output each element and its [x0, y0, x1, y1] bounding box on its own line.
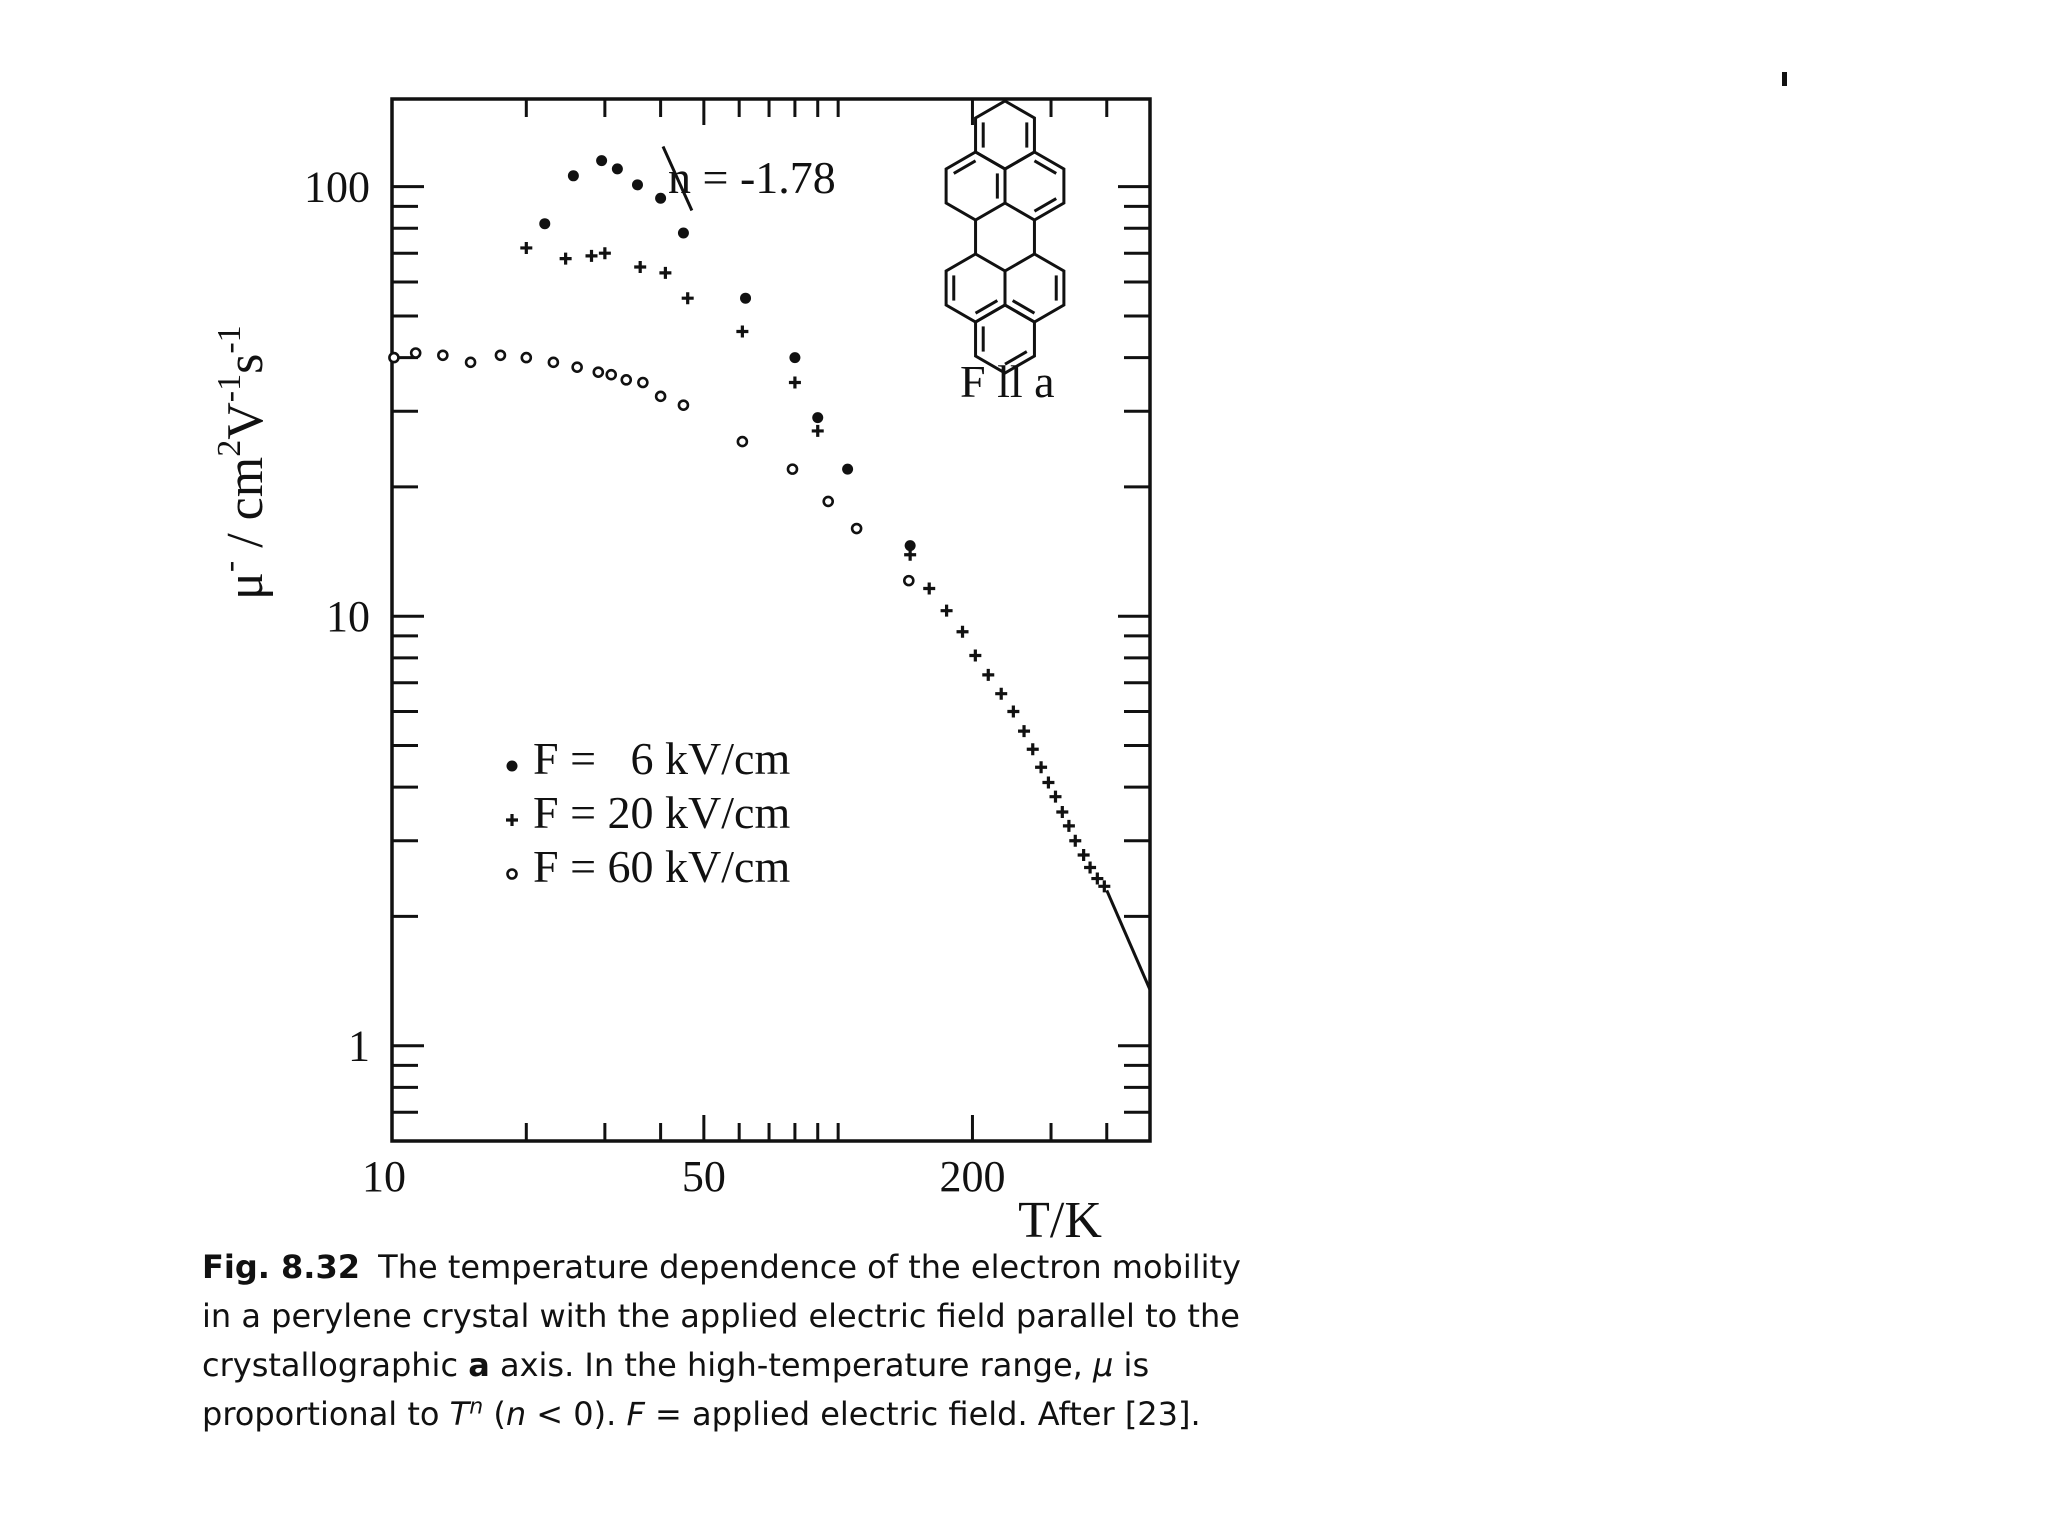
y-tick-label: 100: [304, 162, 370, 212]
data-point-plus: [586, 250, 598, 262]
data-point-plus: [1098, 880, 1110, 892]
data-point-plus: [1069, 835, 1081, 847]
data-point-dot: [842, 464, 853, 475]
fit-exponent-label: n = -1.78: [668, 152, 836, 203]
data-point-plus: [1035, 761, 1047, 773]
caption-text-1: The temperature dependence of the electron mobility in a perylene crystal with the applied electric field parallel to the crystallographic: [202, 1248, 1241, 1384]
data-point-circle: [573, 363, 582, 372]
data-point-circle: [522, 353, 531, 362]
data-point-plus: [659, 267, 671, 279]
y-label-s: s: [217, 353, 274, 374]
data-point-plus: [1018, 725, 1030, 737]
y-label-minus: -: [211, 560, 248, 573]
y-tick-label: 10: [326, 592, 370, 642]
caption-text-3: is proportional to: [202, 1346, 1150, 1433]
data-point-plus: [789, 377, 801, 389]
data-point-plus: [923, 583, 935, 595]
data-point-plus: [941, 605, 953, 617]
y-tick-label: 1: [348, 1021, 370, 1071]
caption-text-2: axis. In the high-temperature range,: [499, 1346, 1083, 1384]
data-point-plus: [1091, 873, 1103, 885]
data-point-circle: [679, 401, 688, 410]
data-point-plus: [1007, 705, 1019, 717]
y-label-vexp: -1: [211, 373, 248, 403]
legend-entry-label: F = 6 kV/cm: [533, 733, 791, 784]
perylene-structure-icon: [946, 101, 1064, 373]
x-axis-label: T/K: [1018, 1192, 1102, 1249]
data-point-plus: [736, 326, 748, 338]
data-point-dot: [740, 293, 751, 304]
data-point-circle: [438, 351, 447, 360]
caption-n: n: [505, 1395, 527, 1433]
y-label-unit: / cm: [217, 456, 274, 561]
data-point-circle: [824, 497, 833, 506]
data-point-plus: [957, 626, 969, 638]
data-point-dot: [539, 218, 550, 229]
data-point-plus: [520, 242, 532, 254]
data-point-plus: [812, 425, 824, 437]
data-point-plus: [969, 650, 981, 662]
caption-t: T: [449, 1395, 470, 1433]
data-point-dot: [655, 193, 666, 204]
y-label-v: V: [217, 402, 274, 440]
y-axis-label: [211, 325, 274, 600]
fit-line: [1107, 890, 1150, 989]
legend-entry-label: F = 60 kV/cm: [533, 841, 791, 892]
data-point-circle: [496, 351, 505, 360]
data-point-plus: [1042, 777, 1054, 789]
y-label-sexp: -1: [211, 325, 248, 354]
data-point-circle: [389, 353, 398, 362]
figure-caption: [202, 1243, 1252, 1439]
legend: [506, 733, 790, 892]
data-point-circle: [607, 370, 616, 379]
y-label-mu: μ: [217, 572, 274, 600]
data-point-dot: [612, 163, 623, 174]
data-point-circle: [788, 465, 797, 474]
data-point-plus: [1084, 861, 1096, 873]
data-point-plus: [982, 669, 994, 681]
caption-bold-a: a: [468, 1346, 490, 1384]
x-tick-label: 50: [681, 1152, 726, 1201]
data-point-circle: [656, 392, 665, 401]
data-point-circle: [549, 358, 558, 367]
data-point-circle: [594, 368, 603, 377]
data-point-plus: [1056, 806, 1068, 818]
data-point-plus: [1049, 791, 1061, 803]
data-point-circle: [638, 378, 647, 387]
data-point-dot: [632, 179, 643, 190]
data-point-circle: [508, 870, 517, 879]
caption-mu: μ: [1093, 1346, 1114, 1384]
data-point-circle: [738, 437, 747, 446]
data-point-plus: [1078, 849, 1090, 861]
caption-text-4: (: [493, 1395, 506, 1433]
data-point-plus: [634, 261, 646, 273]
data-point-dot: [507, 761, 518, 772]
data-point-dot: [789, 352, 800, 363]
caption-n-superscript: n: [469, 1394, 484, 1420]
caption-text-5: < 0).: [526, 1395, 627, 1433]
data-point-plus: [682, 292, 694, 304]
data-point-plus: [560, 253, 572, 265]
legend-entry-label: F = 20 kV/cm: [533, 787, 791, 838]
data-point-dot: [678, 228, 689, 239]
y-label-sq: 2: [211, 439, 248, 457]
data-point-plus: [506, 814, 518, 826]
x-tick-label: 10: [362, 1152, 406, 1201]
caption-figure-label: Fig. 8.32: [202, 1248, 360, 1286]
data-point-plus: [904, 549, 916, 561]
data-point-dot: [596, 155, 607, 166]
data-point-dot: [568, 170, 579, 181]
data-point-dot: [812, 412, 823, 423]
data-point-circle: [852, 524, 861, 533]
data-point-circle: [466, 358, 475, 367]
data-point-plus: [995, 688, 1007, 700]
data-point-plus: [1027, 743, 1039, 755]
caption-f: F: [626, 1395, 645, 1433]
data-point-circle: [411, 348, 420, 357]
field-direction-label: F ll a: [960, 356, 1055, 407]
caption-text-6: = applied electric field. After [23].: [644, 1395, 1201, 1433]
x-tick-label: 200: [939, 1152, 1006, 1201]
data-point-plus: [1063, 820, 1075, 832]
data-point-circle: [904, 576, 913, 585]
data-point-circle: [622, 375, 631, 384]
data-point-plus: [599, 247, 611, 259]
page-corner-mark: [1782, 72, 1787, 86]
